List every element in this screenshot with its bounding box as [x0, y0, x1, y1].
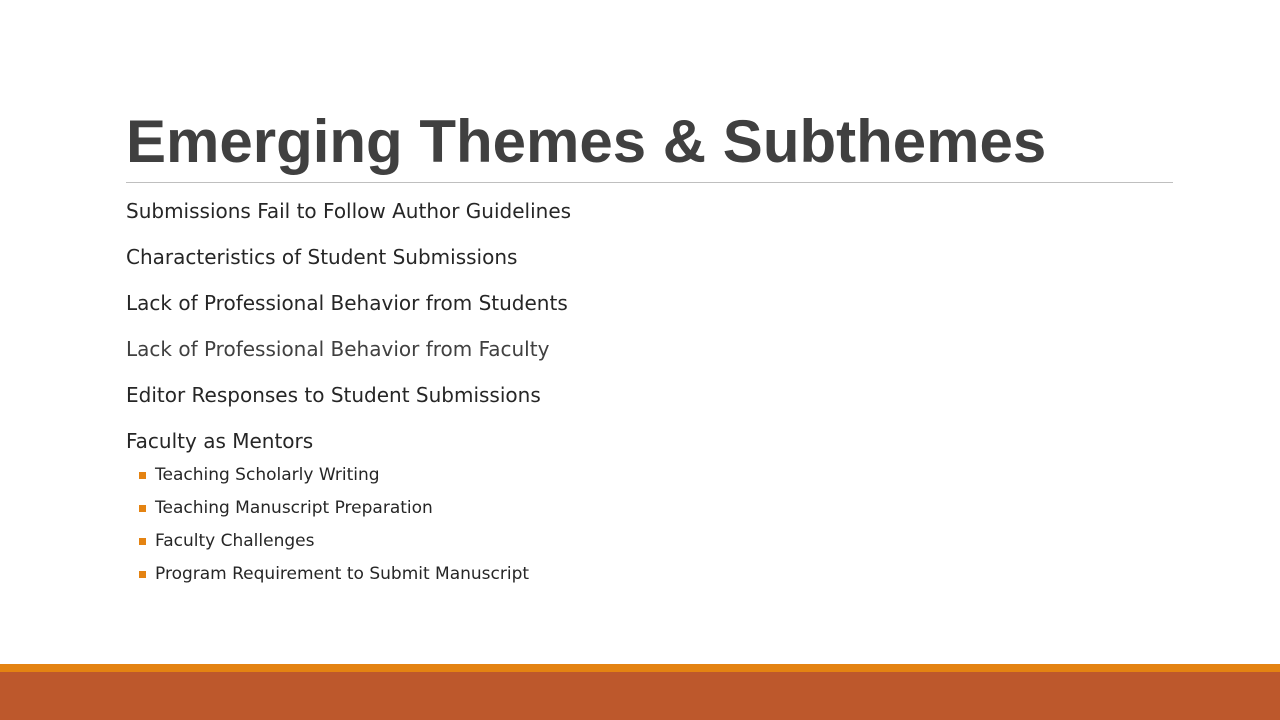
subtheme-label: Teaching Manuscript Preparation — [155, 498, 433, 518]
theme-item-student-submissions: Characteristics of Student Submissions — [126, 245, 518, 269]
theme-item-faculty-mentors: Faculty as Mentors — [126, 429, 314, 453]
footer-band — [0, 672, 1280, 720]
square-bullet-icon — [139, 571, 146, 578]
theme-item-student-behavior: Lack of Professional Behavior from Students — [126, 291, 568, 315]
theme-item-faculty-behavior: Lack of Professional Behavior from Faculty — [126, 337, 550, 361]
subtheme-list — [126, 459, 1166, 591]
subtheme-label: Program Requirement to Submit Manuscript — [155, 564, 530, 584]
title-divider — [126, 182, 1173, 183]
theme-list — [126, 196, 1166, 591]
slide-title: Emerging Themes & Subthemes — [126, 108, 1047, 175]
square-bullet-icon — [139, 472, 146, 479]
subtheme-label: Faculty Challenges — [155, 531, 315, 551]
theme-item-editor-responses: Editor Responses to Student Submissions — [126, 383, 541, 407]
subtheme-item-faculty-challenges — [126, 525, 1166, 558]
subtheme-label: Teaching Scholarly Writing — [155, 465, 380, 485]
subtheme-item-manuscript-preparation — [126, 492, 1166, 525]
square-bullet-icon — [139, 538, 146, 545]
subtheme-item-scholarly-writing — [126, 459, 1166, 492]
theme-item-author-guidelines: Submissions Fail to Follow Author Guidelines — [126, 199, 572, 223]
footer-accent-stripe — [0, 664, 1280, 672]
square-bullet-icon — [139, 505, 146, 512]
subtheme-item-program-requirement — [126, 558, 1166, 591]
